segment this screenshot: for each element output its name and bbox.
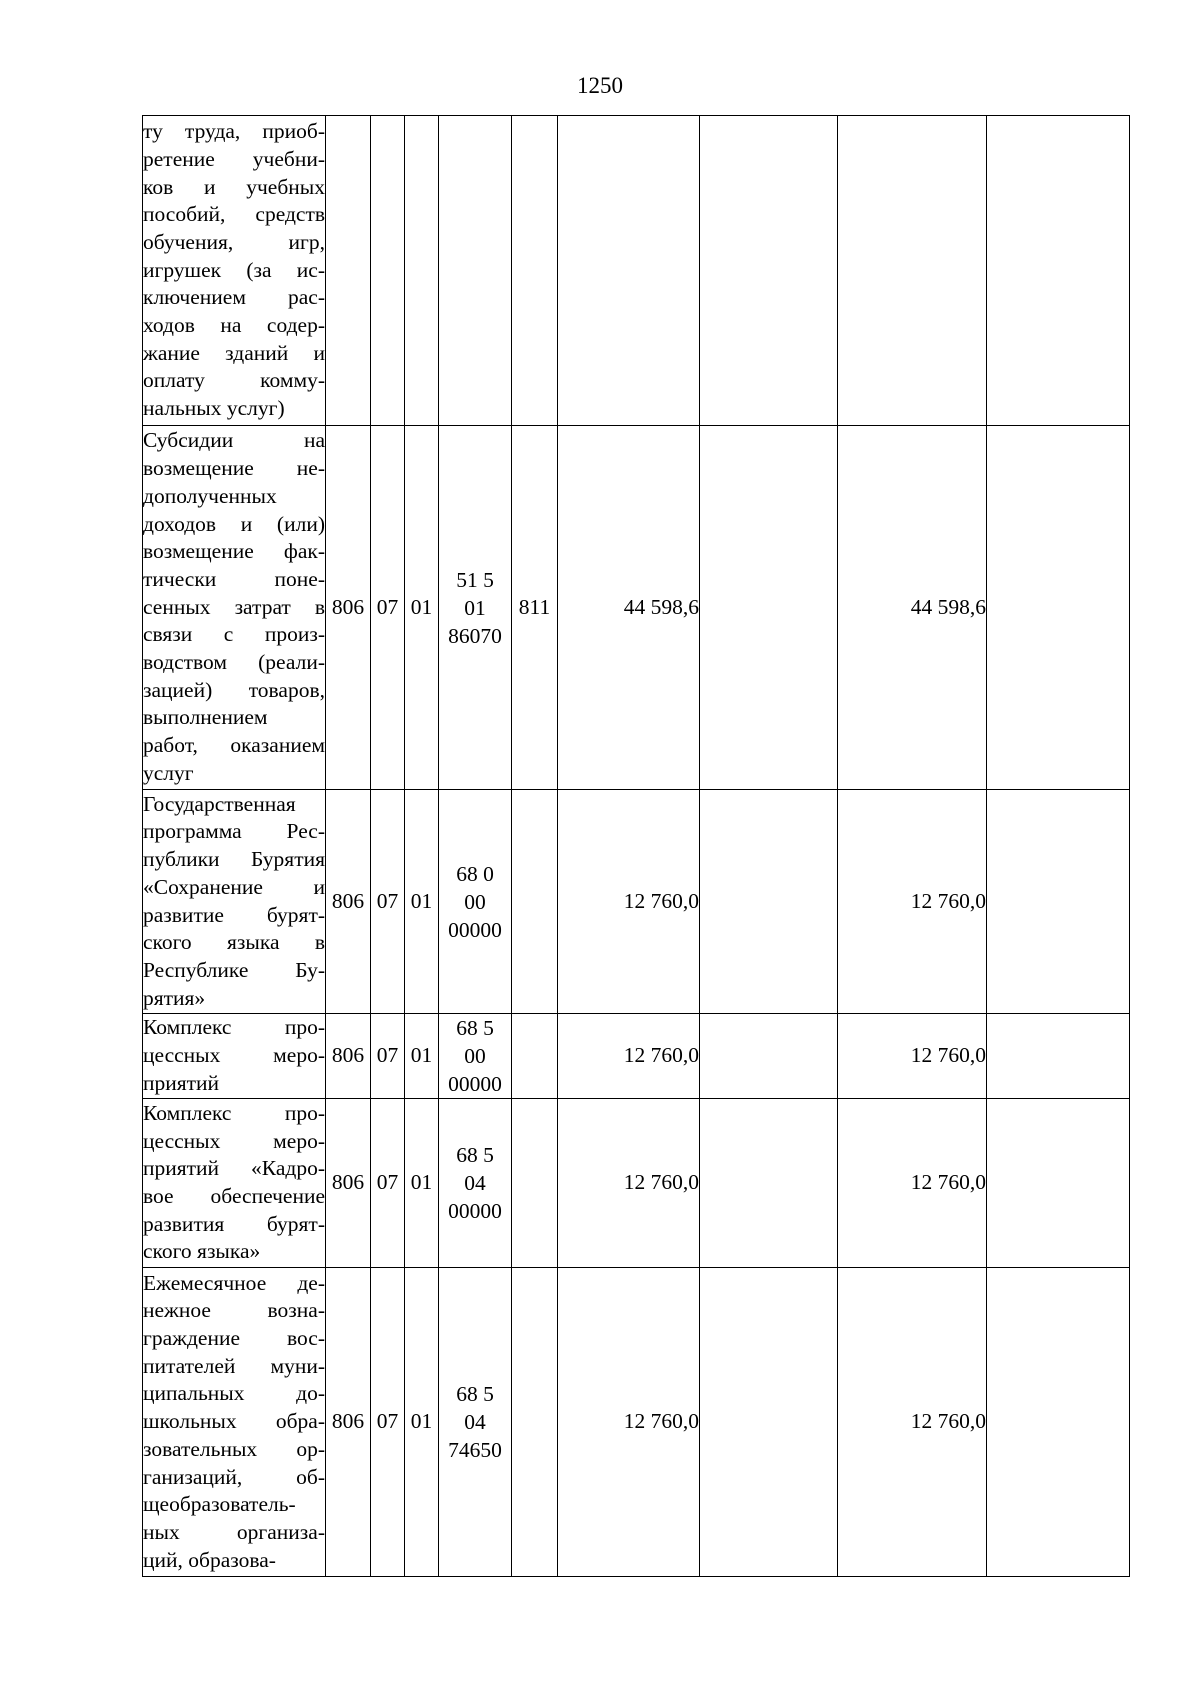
other-amount-cell	[987, 1014, 1130, 1099]
regional-amount-cell: 44 598,6	[838, 426, 987, 790]
expense-name-line: работ, оказанием	[143, 733, 325, 758]
regional-amount-cell: 12 760,0	[838, 1099, 987, 1268]
subsection-code-cell: 01	[405, 1099, 439, 1268]
grbs-code-cell: 806	[326, 1014, 371, 1099]
expense-type-cell	[512, 1268, 558, 1577]
target-article-cell	[439, 1014, 512, 1099]
target-article-line: 51 5	[456, 567, 494, 592]
expense-name-line: нальных услуг)	[143, 396, 285, 421]
total-amount-cell: 12 760,0	[558, 790, 700, 1014]
expense-name-line: Республике Бу-	[143, 957, 325, 982]
expense-name-cell	[143, 426, 326, 790]
other-amount-cell	[987, 426, 1130, 790]
total-amount-cell: 12 760,0	[558, 1014, 700, 1099]
budget-table	[142, 115, 1130, 1577]
grbs-code-cell	[326, 116, 371, 426]
table-row	[143, 790, 1130, 1014]
expense-name-line: Комплекс про-	[143, 1100, 325, 1125]
expense-name-line: ского языка»	[143, 1239, 261, 1264]
target-article-line: 01	[464, 595, 486, 620]
expense-name-line: доходов и (или)	[143, 511, 325, 536]
section-code-cell: 07	[371, 1014, 405, 1099]
total-amount-cell: 12 760,0	[558, 1099, 700, 1268]
expense-name-cell	[143, 1099, 326, 1268]
target-article-line: 74650	[448, 1438, 502, 1462]
expense-name-line: граждение вос-	[143, 1326, 325, 1351]
budget-table-body	[143, 116, 1130, 1577]
section-code-cell: 07	[371, 790, 405, 1014]
total-amount-cell: 12 760,0	[558, 1268, 700, 1577]
regional-amount-cell: 12 760,0	[838, 1014, 987, 1099]
expense-name-line: Государственная	[143, 791, 296, 816]
target-article-line: 68 5	[456, 1143, 494, 1167]
expense-name-line: ходов на содер-	[143, 313, 325, 338]
expense-name-line: школьных обра-	[143, 1409, 325, 1434]
expense-name-line: дополученных	[143, 483, 277, 508]
expense-name-line: ту труда, приоб-	[143, 119, 325, 144]
section-code-cell	[371, 116, 405, 426]
expense-name-line: рятия»	[143, 985, 206, 1010]
target-article-cell	[439, 116, 512, 426]
table-row	[143, 1099, 1130, 1268]
grbs-code-cell: 806	[326, 426, 371, 790]
target-article-line: 00	[464, 889, 486, 914]
target-article-line: 00000	[448, 1199, 502, 1223]
expense-name-line: возмещение не-	[143, 456, 325, 481]
regional-amount-cell	[838, 116, 987, 426]
table-row	[143, 116, 1130, 426]
grbs-code-cell: 806	[326, 790, 371, 1014]
expense-name-line: развитие бурят-	[143, 902, 325, 927]
expense-name-line: обучения, игр,	[143, 229, 325, 254]
expense-name-line: ков и учебных	[143, 174, 325, 199]
expense-name-line: программа Рес-	[143, 819, 325, 844]
expense-name-cell	[143, 1268, 326, 1577]
subsection-code-cell: 01	[405, 1014, 439, 1099]
expense-name-line: Комплекс про-	[143, 1015, 325, 1040]
expense-name-line: развития бурят-	[143, 1211, 325, 1236]
expense-name-line: ципальных до-	[143, 1381, 325, 1406]
expense-name-line: жание зданий и	[143, 340, 325, 365]
expense-name-line: зацией) товаров,	[143, 677, 325, 702]
page-number: 1250	[577, 73, 623, 98]
target-article-cell	[439, 426, 512, 790]
subsection-code-cell: 01	[405, 426, 439, 790]
table-row	[143, 1268, 1130, 1577]
subsection-code-cell: 01	[405, 1268, 439, 1577]
target-article-cell	[439, 1099, 512, 1268]
federal-amount-cell	[700, 116, 838, 426]
expense-type-cell: 811	[512, 426, 558, 790]
target-article-line: 04	[464, 1410, 486, 1434]
expense-name-line: ского языка в	[143, 930, 325, 955]
expense-name-line: приятий	[143, 1070, 220, 1095]
section-code-cell: 07	[371, 426, 405, 790]
target-article-cell	[439, 1268, 512, 1577]
table-row	[143, 426, 1130, 790]
expense-name-line: оплату комму-	[143, 368, 325, 393]
section-code-cell: 07	[371, 1268, 405, 1577]
expense-type-cell	[512, 116, 558, 426]
total-amount-cell: 44 598,6	[558, 426, 700, 790]
other-amount-cell	[987, 1268, 1130, 1577]
expense-name-line: цессных меро-	[143, 1043, 325, 1068]
expense-name-line: Субсидии на	[143, 428, 325, 453]
target-article-cell	[439, 790, 512, 1014]
expense-name-line: ных организа-	[143, 1519, 325, 1544]
expense-name-line: цессных меро-	[143, 1128, 325, 1153]
expense-name-line: ганизаций, об-	[143, 1464, 325, 1489]
target-article-line: 86070	[448, 623, 502, 648]
expense-name-line: питателей муни-	[143, 1353, 325, 1378]
expense-name-line: Ежемесячное де-	[143, 1270, 325, 1295]
expense-name-line: связи с произ-	[143, 622, 325, 647]
expense-name-line: игрушек (за ис-	[143, 257, 325, 282]
expense-name-line: ретение учебни-	[143, 146, 325, 171]
target-article-line: 68 5	[456, 1016, 494, 1040]
target-article-line: 00000	[448, 1072, 502, 1096]
target-article-line: 68 5	[456, 1382, 494, 1406]
grbs-code-cell: 806	[326, 1099, 371, 1268]
expense-name-cell	[143, 116, 326, 426]
expense-name-line: ций, образова-	[143, 1547, 276, 1572]
expense-type-cell	[512, 1014, 558, 1099]
target-article-line: 68 0	[456, 861, 494, 886]
expense-name-line: услуг	[143, 760, 194, 785]
subsection-code-cell: 01	[405, 790, 439, 1014]
target-article-line: 00000	[448, 917, 502, 942]
grbs-code-cell: 806	[326, 1268, 371, 1577]
federal-amount-cell	[700, 790, 838, 1014]
expense-name-line: зовательных ор-	[143, 1436, 325, 1461]
expense-name-line: водством (реали-	[143, 650, 325, 675]
expense-name-line: публики Бурятия	[143, 847, 325, 872]
federal-amount-cell	[700, 1268, 838, 1577]
regional-amount-cell: 12 760,0	[838, 790, 987, 1014]
expense-name-line: возмещение фак-	[143, 539, 325, 564]
other-amount-cell	[987, 1099, 1130, 1268]
other-amount-cell	[987, 790, 1130, 1014]
expense-name-line: нежное возна-	[143, 1298, 325, 1323]
expense-name-line: выполнением	[143, 705, 268, 730]
expense-type-cell	[512, 790, 558, 1014]
table-row	[143, 1014, 1130, 1099]
expense-name-cell	[143, 1014, 326, 1099]
expense-name-line: щеобразователь-	[143, 1492, 296, 1517]
target-article-line: 00	[464, 1044, 486, 1068]
target-article-line: 04	[464, 1171, 486, 1195]
total-amount-cell	[558, 116, 700, 426]
federal-amount-cell	[700, 1014, 838, 1099]
federal-amount-cell	[700, 426, 838, 790]
expense-name-line: приятий «Кадро-	[143, 1156, 325, 1181]
section-code-cell: 07	[371, 1099, 405, 1268]
expense-name-cell	[143, 790, 326, 1014]
regional-amount-cell: 12 760,0	[838, 1268, 987, 1577]
expense-name-line: «Сохранение и	[143, 874, 325, 899]
expense-name-line: пособий, средств	[143, 202, 325, 227]
expense-name-line: ключением рас-	[143, 285, 325, 310]
other-amount-cell	[987, 116, 1130, 426]
expense-name-line: сенных затрат в	[143, 594, 325, 619]
federal-amount-cell	[700, 1099, 838, 1268]
subsection-code-cell	[405, 116, 439, 426]
expense-name-line: тически поне-	[143, 566, 325, 591]
expense-name-line: вое обеспечение	[143, 1184, 325, 1208]
expense-type-cell	[512, 1099, 558, 1268]
